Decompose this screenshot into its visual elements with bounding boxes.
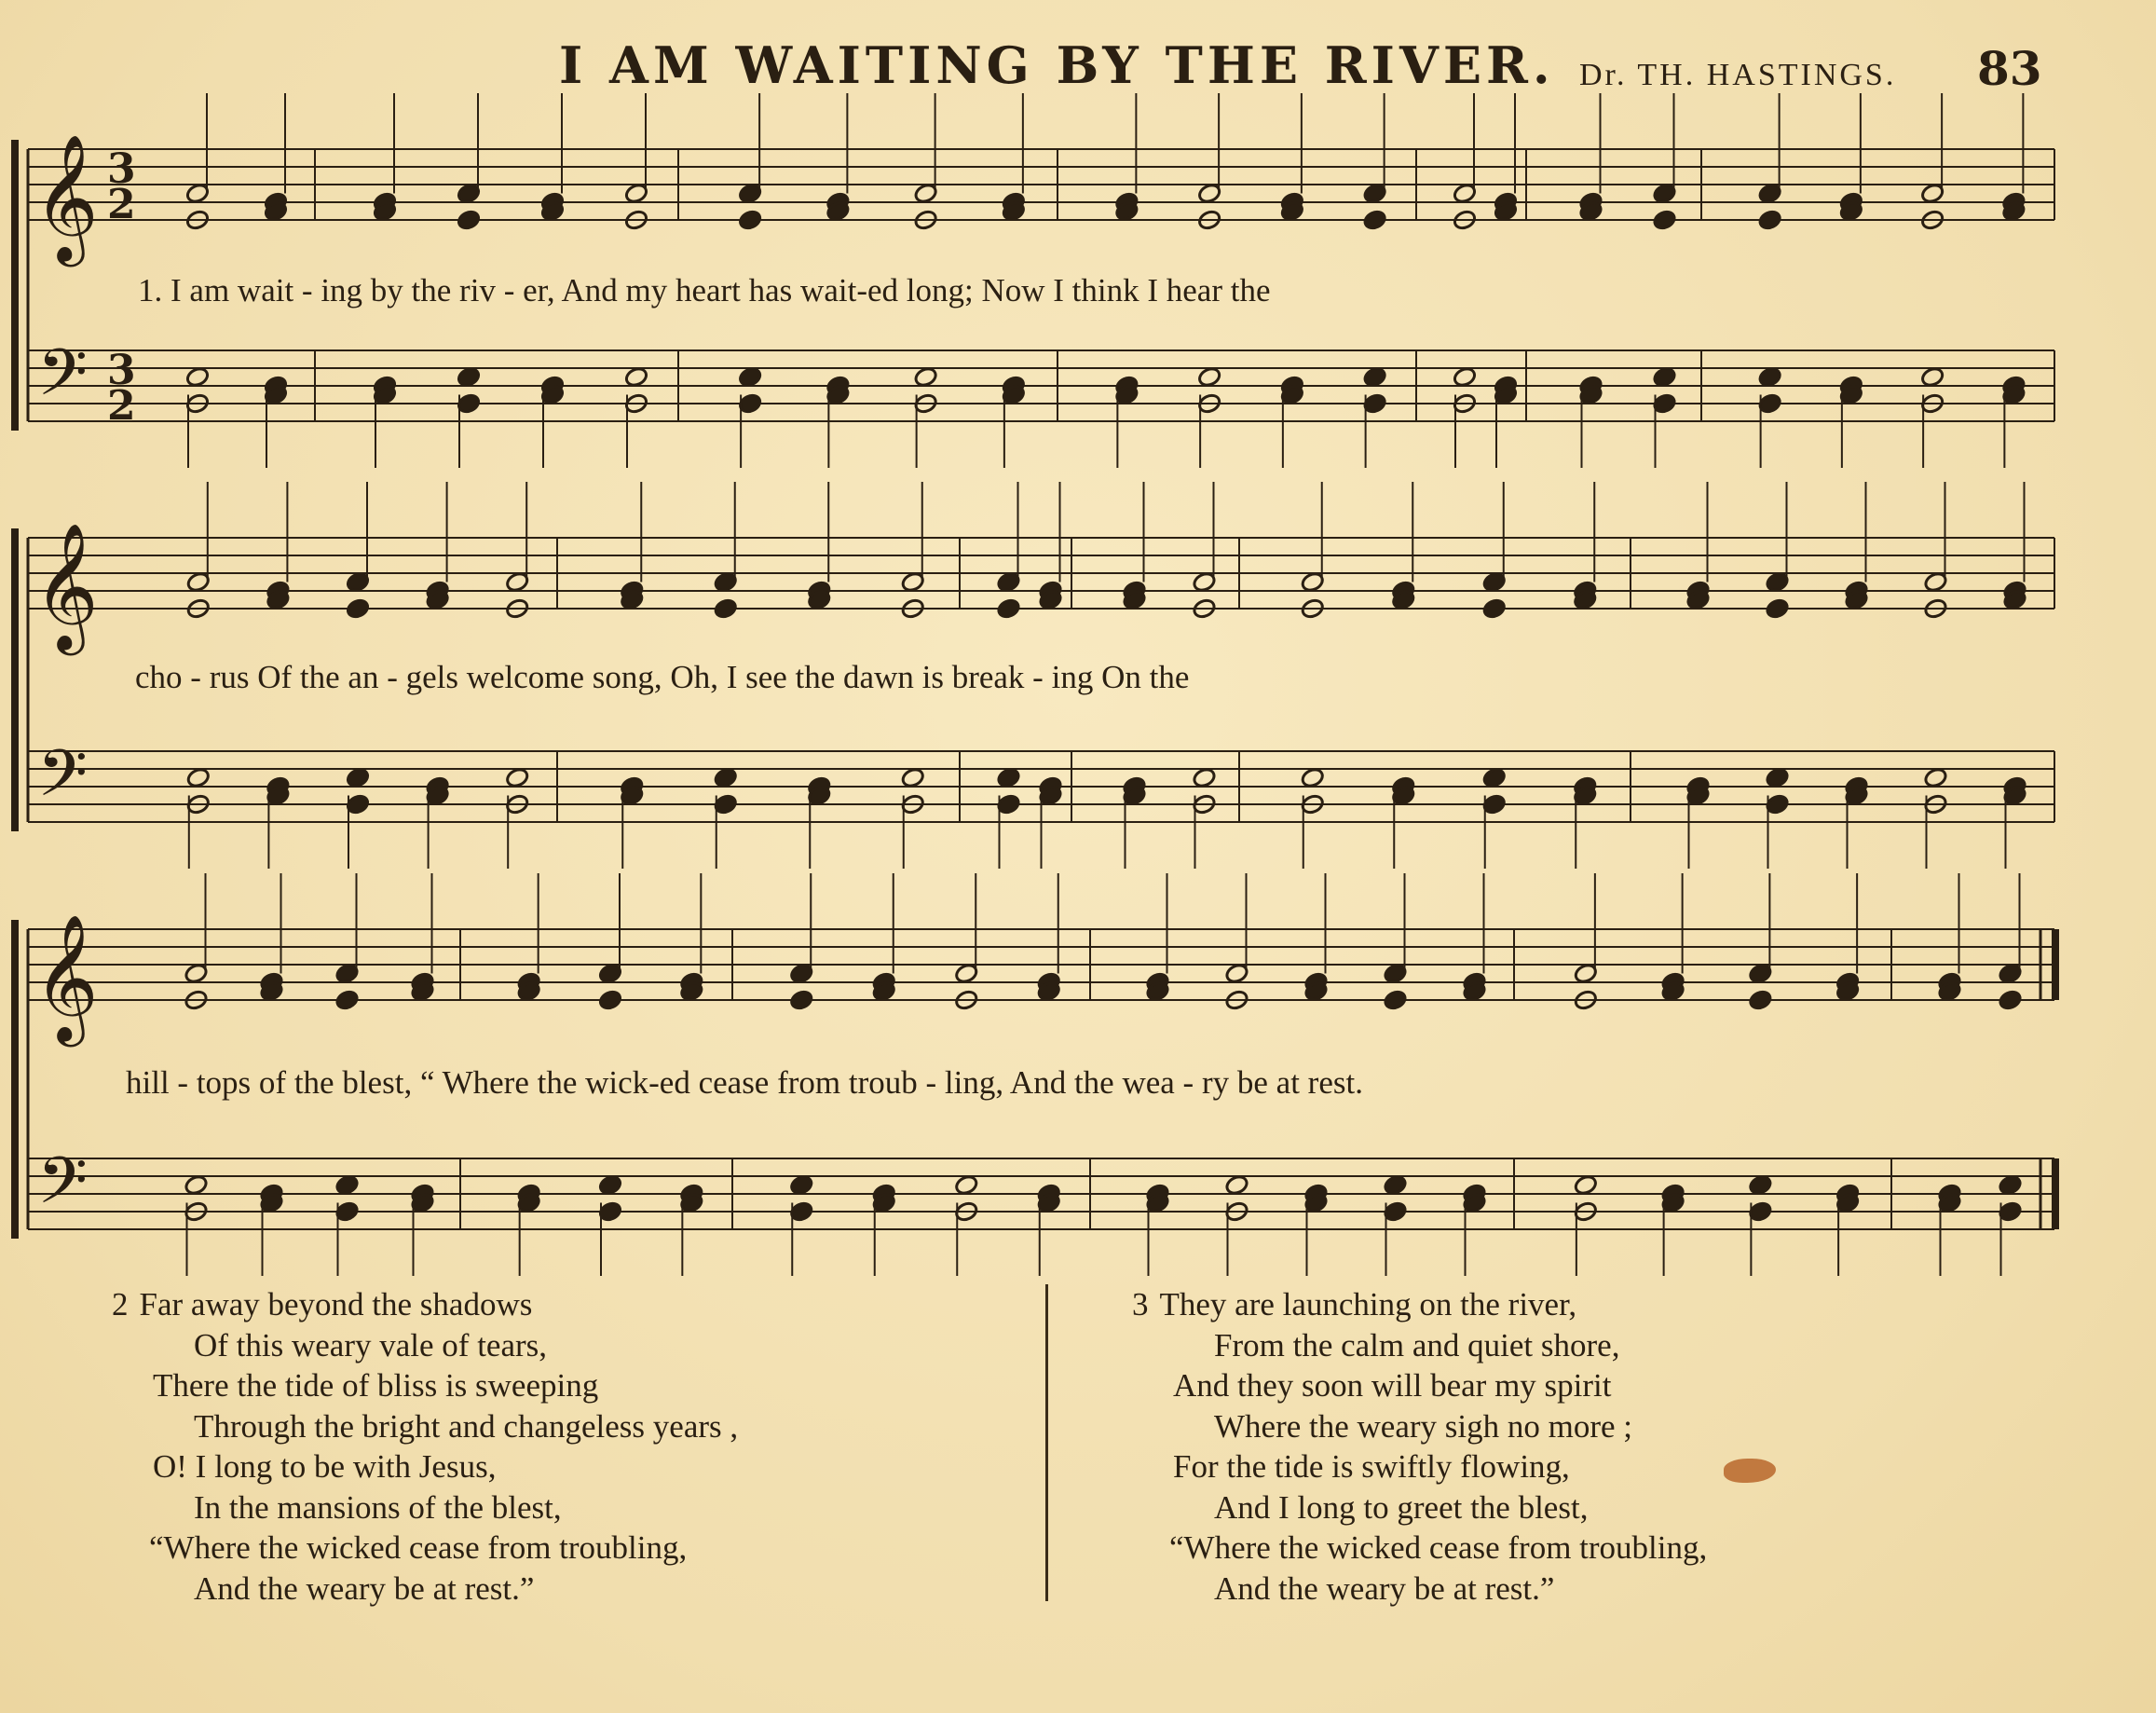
verse-line: For the tide is swiftly flowing,	[1173, 1448, 1570, 1485]
note-head	[1923, 767, 1948, 789]
note-head	[1998, 989, 2023, 1011]
note-head	[1197, 366, 1222, 389]
note-head	[1362, 366, 1387, 389]
note-head	[738, 209, 763, 231]
note-head	[624, 366, 649, 389]
note-head	[1453, 366, 1478, 389]
treble-clef: 𝄞	[34, 912, 99, 1041]
verse-line: And the weary be at rest.”	[1214, 1569, 1555, 1607]
system-brace	[11, 528, 19, 831]
verse-line: Of this weary vale of tears,	[194, 1326, 548, 1364]
note-head	[1748, 1174, 1773, 1197]
note-head	[505, 767, 530, 789]
page-number: 83	[1977, 41, 2042, 96]
note-head	[1481, 597, 1507, 620]
note-head	[789, 989, 814, 1011]
verse-number: 3	[1132, 1286, 1149, 1322]
verse-line: And the weary be at rest.”	[194, 1569, 535, 1607]
time-signature-bottom: 2	[107, 181, 136, 228]
note-head	[1748, 989, 1773, 1011]
note-head	[913, 366, 938, 389]
composer-credit: Dr. TH. HASTINGS.	[1579, 58, 1897, 92]
hymn-title: I AM WAITING BY THE RIVER.	[559, 35, 1555, 95]
verse-divider	[1045, 1284, 1048, 1601]
treble-clef: 𝄞	[34, 132, 99, 261]
note-head	[1757, 209, 1782, 231]
note-head	[996, 597, 1021, 620]
note-head	[1765, 767, 1790, 789]
note-head	[1574, 1174, 1599, 1197]
note-head	[1383, 1174, 1408, 1197]
bass-clef: 𝄢	[37, 735, 89, 827]
note-head	[184, 1174, 209, 1197]
note-head	[1998, 1174, 2023, 1197]
final-barline	[2052, 929, 2059, 1000]
verse-2	[112, 1284, 738, 1609]
note-head	[1652, 209, 1677, 231]
verse-line: Where the weary sigh no more ;	[1214, 1407, 1633, 1445]
system-brace	[11, 920, 19, 1239]
verse-line: Through the bright and changeless years ,	[194, 1407, 739, 1445]
note-head	[713, 597, 738, 620]
note-head	[1765, 597, 1790, 620]
note-head	[185, 366, 211, 389]
note-head	[598, 989, 623, 1011]
treble-clef: 𝄞	[34, 521, 99, 650]
note-head	[598, 1174, 623, 1197]
note-head	[738, 366, 763, 389]
final-barline	[2052, 1158, 2059, 1229]
bass-clef: 𝄢	[37, 335, 89, 426]
note-head	[185, 767, 211, 789]
note-head	[457, 209, 482, 231]
note-head	[713, 767, 738, 789]
note-head	[346, 597, 371, 620]
note-head	[900, 767, 925, 789]
verse-line: And I long to greet the blest,	[1214, 1488, 1589, 1526]
verse-line: They are launching on the river,	[1159, 1286, 1577, 1322]
note-head	[334, 1174, 360, 1197]
time-signature-top: 3	[107, 145, 136, 193]
note-head	[334, 989, 360, 1011]
verse-line: “Where the wicked cease from troubling,	[149, 1529, 688, 1566]
note-head	[1757, 366, 1782, 389]
system-brace	[11, 140, 19, 431]
lyrics-line-3: hill - tops of the blest, “ Where the wick-ed cease from troub - ling, And the wea - ry be at rest.	[126, 1064, 1363, 1101]
lyrics-line-2: cho - rus Of the an - gels welcome song, Oh, I see the dawn is break - ing On the	[135, 659, 1190, 695]
bass-clef: 𝄢	[37, 1143, 89, 1234]
verse-line: From the calm and quiet shore,	[1214, 1326, 1620, 1364]
verse-line: In the mansions of the blest,	[194, 1488, 562, 1526]
note-head	[1362, 209, 1387, 231]
time-signature-top: 3	[107, 347, 136, 394]
note-head	[1224, 1174, 1249, 1197]
verse-3	[1132, 1284, 1707, 1609]
verse-line: “Where the wicked cease from troubling,	[1169, 1529, 1708, 1566]
note-head	[1920, 366, 1945, 389]
note-head	[1192, 767, 1217, 789]
note-head	[1300, 767, 1325, 789]
note-head	[1383, 989, 1408, 1011]
lyrics-line-1: 1. I am wait - ing by the riv - er, And my heart has wait-ed long; Now I think I hear the	[138, 272, 1271, 308]
note-head	[1652, 366, 1677, 389]
verse-line: Far away beyond the shadows	[139, 1286, 533, 1322]
note-head	[789, 1174, 814, 1197]
verse-line: O! I long to be with Jesus,	[153, 1448, 497, 1485]
note-head	[457, 366, 482, 389]
verse-line: And they soon will bear my spirit	[1173, 1367, 1612, 1404]
verse-number: 2	[112, 1286, 129, 1322]
note-head	[954, 1174, 979, 1197]
note-head	[996, 767, 1021, 789]
note-head	[1481, 767, 1507, 789]
note-head	[346, 767, 371, 789]
verse-line: There the tide of bliss is sweeping	[153, 1367, 599, 1404]
time-signature-bottom: 2	[107, 382, 136, 430]
